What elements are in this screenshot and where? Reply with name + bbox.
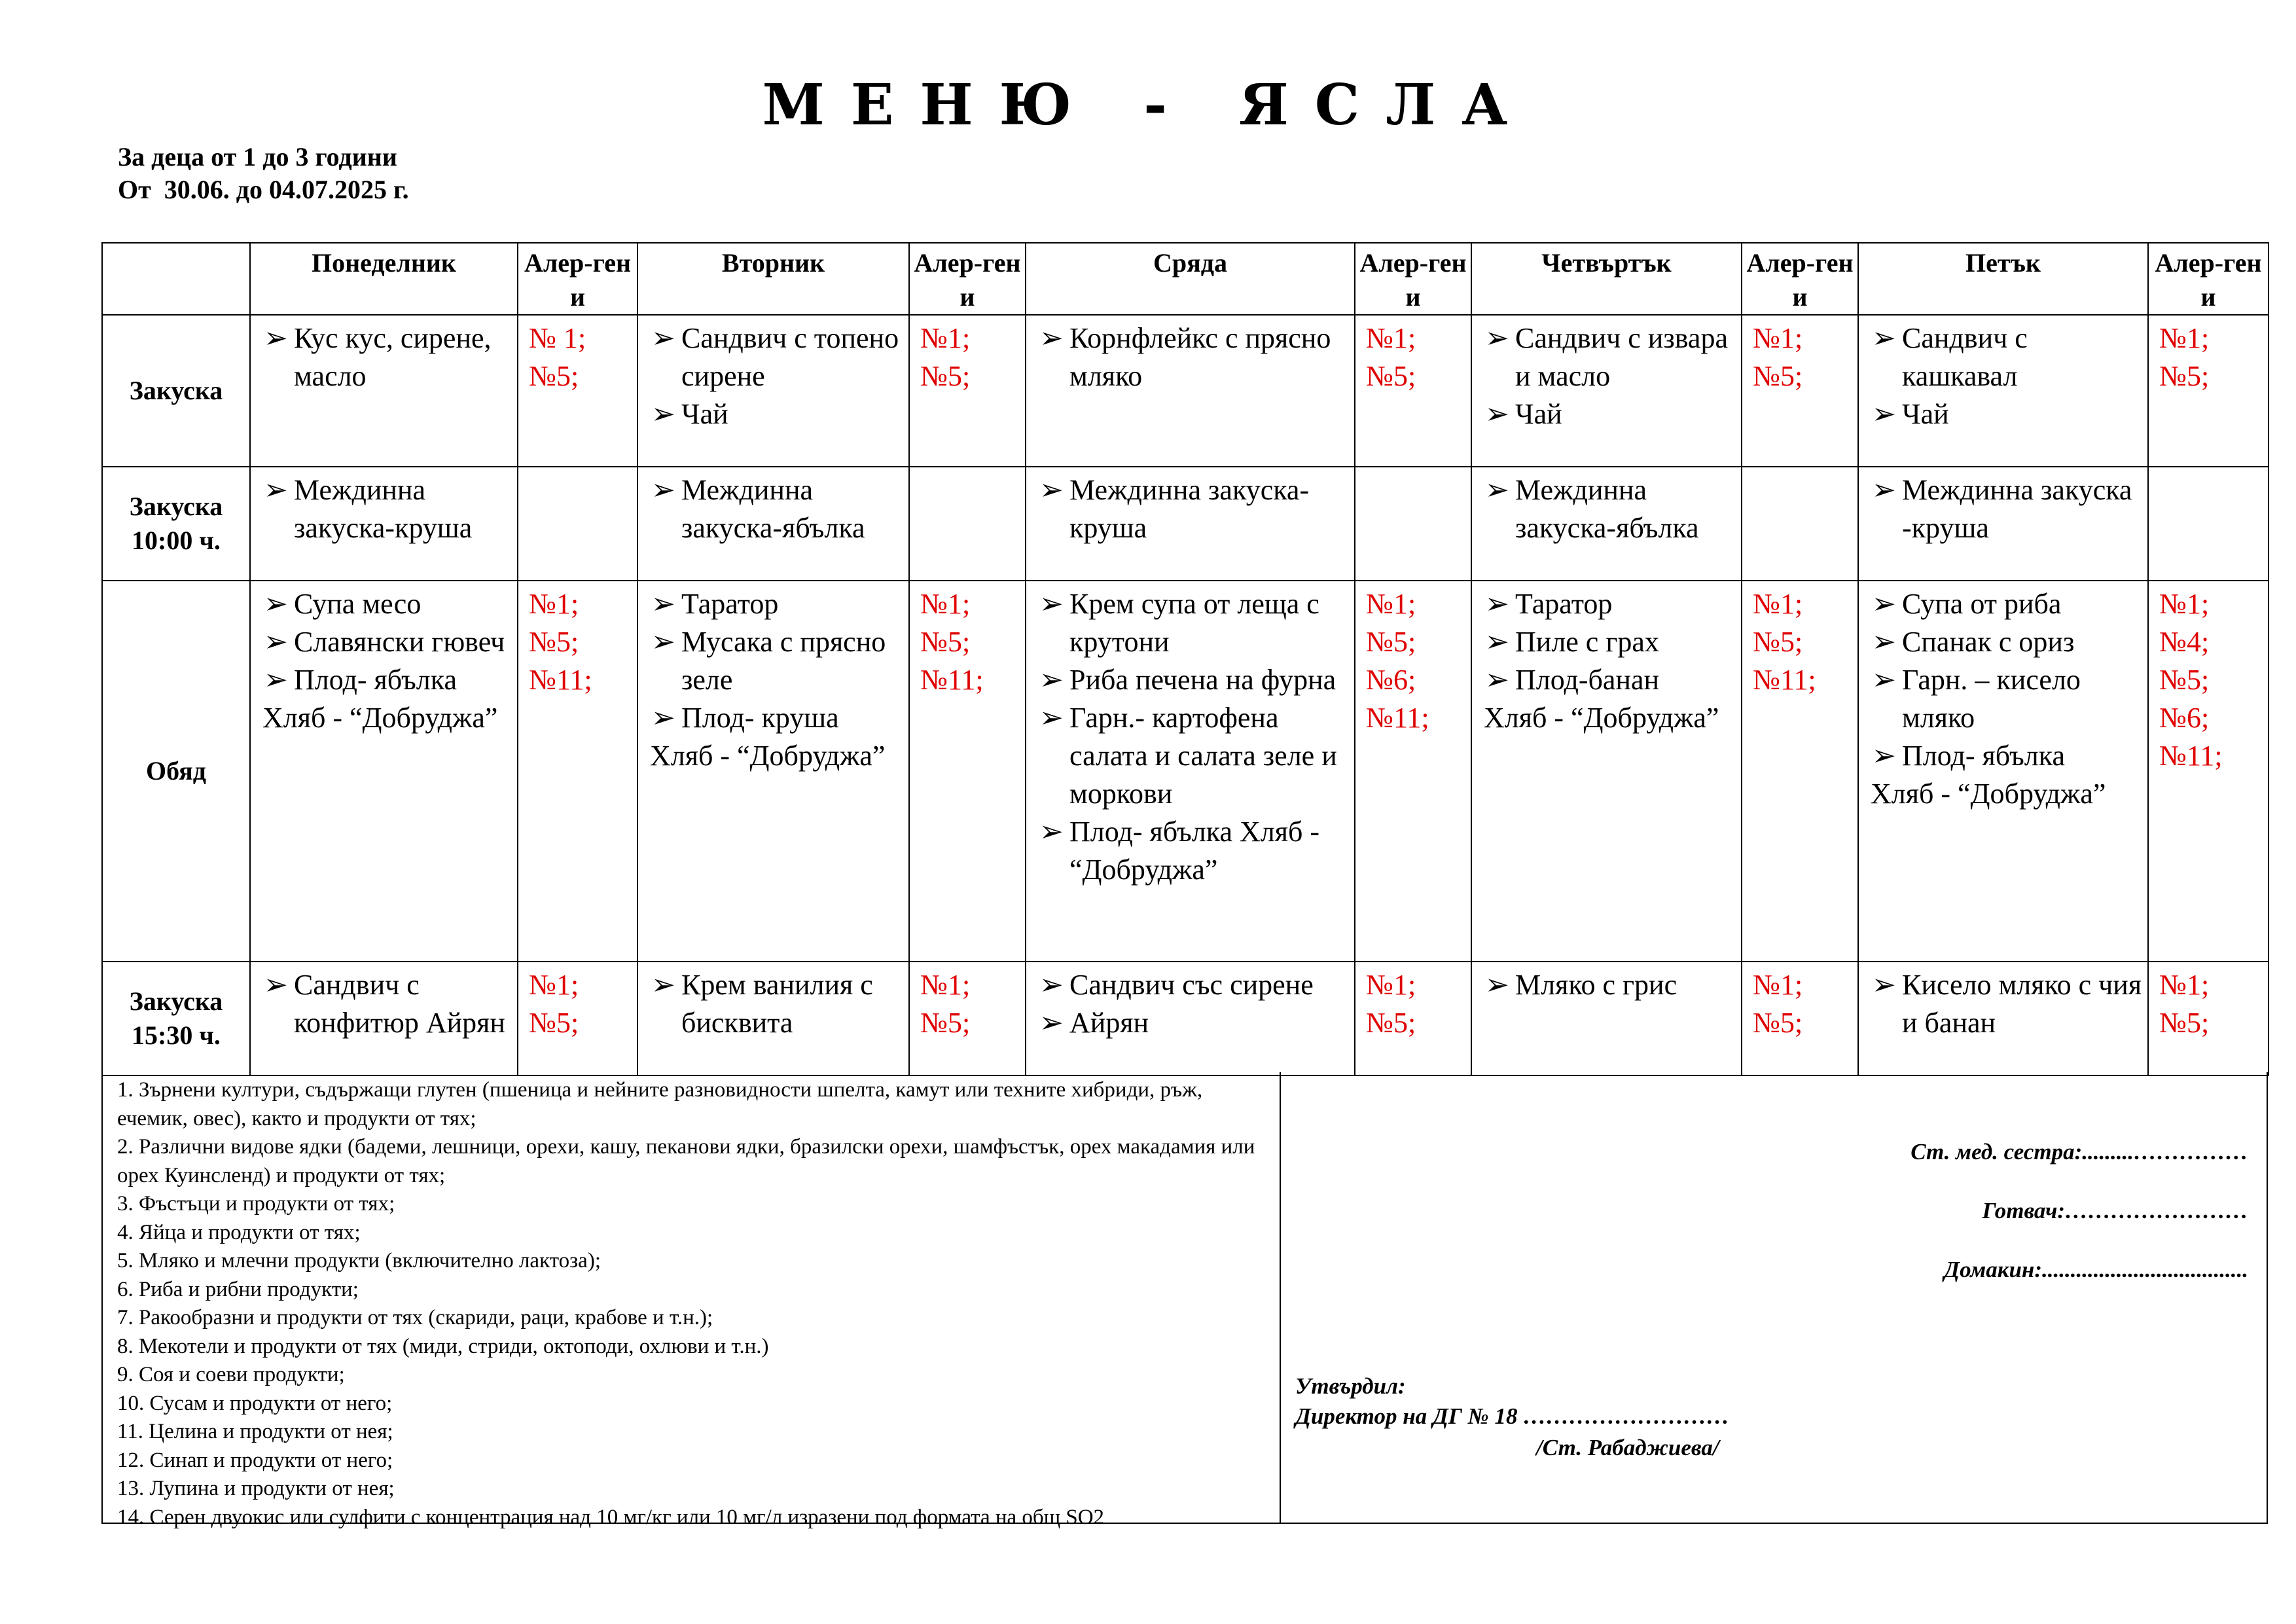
- approved-label: Утвърдил:: [1295, 1373, 1406, 1399]
- legend-item: 5. Мляко и млечни продукти (включително лактоза);: [117, 1249, 601, 1272]
- legend-item: 3. Фъстъци и продукти от тях;: [117, 1192, 395, 1216]
- allergen-code: №1;: [529, 588, 579, 620]
- allergen-code: №5;: [2159, 360, 2210, 392]
- arrow-bullet-icon: ➢: [1485, 398, 1509, 430]
- allergen-code: №1;: [920, 588, 971, 620]
- allergen-code: №1;: [1366, 322, 1416, 354]
- arrow-bullet-icon: ➢: [264, 474, 288, 506]
- allergen-code: №5;: [2159, 1007, 2210, 1039]
- legend-item: 2. Различни видове ядки (бадеми, лешници, орехи, кашу, пеканови ядки, бразилски орехи, шамфъстък, орех макадамия или орех Куинсленд) и продукти от тях;: [117, 1135, 1255, 1187]
- arrow-bullet-icon: ➢: [651, 969, 675, 1001]
- dish-cell: [250, 962, 518, 1075]
- dish-text: Крем ванилия с бисквита: [681, 969, 873, 1039]
- dish-item: [1871, 395, 2142, 433]
- dish-item: [262, 471, 512, 547]
- dish-text: Мусака с прясно зеле: [681, 626, 886, 696]
- dish-cell: [637, 467, 909, 581]
- dish-cell: [1858, 315, 2148, 467]
- dish-text: Междинна закуска -круша: [1902, 474, 2132, 544]
- allergen-code: №11;: [529, 664, 592, 696]
- dish-text: Сандвич с конфитюр Айрян: [294, 969, 505, 1039]
- legend-item: 1. Зърнени култури, съдържащи глутен (пшеница и нейните разновидности шпелта, камут или техните хибриди, ръж, ечемик, овес), както и продукти от тях;: [117, 1078, 1203, 1130]
- allergen-code: №1;: [2159, 322, 2210, 354]
- allergen-code: №11;: [2159, 740, 2223, 772]
- allergen-cell: [518, 467, 637, 581]
- dish-text: Междинна закуска-круша: [1069, 474, 1310, 544]
- arrow-bullet-icon: ➢: [1039, 474, 1064, 506]
- dish-text: Сандвич със сирене: [1069, 969, 1314, 1001]
- dish-text: Сандвич с кашкавал: [1902, 322, 2028, 392]
- dish-text: Гарн. – кисело мляко: [1902, 664, 2081, 734]
- dish-text: Спанак с ориз: [1902, 626, 2075, 658]
- dish-cell: [1471, 315, 1742, 467]
- meal-label: Закуска: [102, 315, 250, 467]
- allergen-code: №1;: [920, 969, 971, 1001]
- allergen-code: №5;: [2159, 664, 2210, 696]
- day-header: Понеделник: [250, 243, 518, 315]
- dish-cell: [1858, 962, 2148, 1075]
- dish-cell: [637, 962, 909, 1075]
- dish-cell: [1858, 467, 2148, 581]
- arrow-bullet-icon: ➢: [1485, 664, 1509, 696]
- allergen-code: №5;: [1753, 1007, 1803, 1039]
- arrow-bullet-icon: ➢: [651, 398, 675, 430]
- dish-item: [650, 623, 903, 699]
- allergen-code: №5;: [1753, 626, 1803, 658]
- allergen-code: №6;: [1366, 664, 1416, 696]
- dish-item: [1038, 966, 1349, 1004]
- allergen-code: №1;: [1753, 588, 1803, 620]
- arrow-bullet-icon: ➢: [651, 322, 675, 354]
- allergen-header: Алер-гени: [518, 243, 637, 315]
- dish-text: Гарн.- картофена салата и салата зеле и моркови: [1069, 702, 1337, 810]
- dish-item: [650, 395, 903, 433]
- allergen-code: №4;: [2159, 626, 2210, 658]
- allergen-header: Алер-гени: [1742, 243, 1858, 315]
- allergen-cell: [1742, 581, 1858, 962]
- meal-label: Закуска 15:30 ч.: [102, 962, 250, 1075]
- allergen-code: №1;: [1366, 969, 1416, 1001]
- allergen-code: №5;: [1366, 1007, 1416, 1039]
- arrow-bullet-icon: ➢: [1872, 740, 1896, 772]
- dish-item: [650, 471, 903, 547]
- director-name: /Ст. Рабаджиева/: [1536, 1435, 1719, 1460]
- dish-text: Сандвич с извара и масло: [1515, 322, 1728, 392]
- allergen-cell: [1742, 467, 1858, 581]
- day-header: Вторник: [637, 243, 909, 315]
- dish-text: Междинна закуска-ябълка: [1515, 474, 1699, 544]
- page-title: МЕНЮ - ЯСЛА: [762, 72, 1534, 138]
- bread-item: Хляб - “Добруджа”: [650, 740, 886, 772]
- dish-item: [262, 661, 512, 699]
- dish-item: [650, 585, 903, 623]
- nurse-signature: Ст. мед. сестра:.........……………: [1910, 1139, 2248, 1164]
- allergen-code: № 1;: [529, 322, 586, 354]
- meal-row: [102, 962, 2269, 1075]
- dish-item: [262, 623, 512, 661]
- dish-text: Риба печена на фурна: [1069, 664, 1336, 696]
- dish-text: Супа от риба: [1902, 588, 2062, 620]
- allergen-code: №11;: [1753, 664, 1816, 696]
- allergen-code: №1;: [1753, 969, 1803, 1001]
- allergen-code: №1;: [920, 322, 971, 354]
- arrow-bullet-icon: ➢: [1039, 969, 1064, 1001]
- bread-item: Хляб - “Добруджа”: [1871, 778, 2106, 810]
- legend-item: 8. Мекотели и продукти от тях (миди, стриди, октоподи, охлюви и т.н.): [117, 1334, 769, 1358]
- menu-body: [102, 315, 2269, 1075]
- meal-row: [102, 315, 2269, 467]
- arrow-bullet-icon: ➢: [1039, 1007, 1064, 1039]
- legend-item: 4. Яйца и продукти от тях;: [117, 1220, 361, 1244]
- dish-item: [1484, 319, 1736, 395]
- allergen-code: №5;: [920, 1007, 971, 1039]
- allergen-code: №1;: [1366, 588, 1416, 620]
- legend-item: 14. Серен двуокис или сулфити с концентрация над 10 мг/кг или 10 мг/л изразени под формата на общ SO2: [117, 1505, 1105, 1529]
- allergen-code: №5;: [1753, 360, 1803, 392]
- allergen-cell: [909, 467, 1026, 581]
- dish-text: Кисело мляко с чия и банан: [1902, 969, 2142, 1039]
- arrow-bullet-icon: ➢: [1485, 626, 1509, 658]
- arrow-bullet-icon: ➢: [1872, 588, 1896, 620]
- dish-item: [1484, 395, 1736, 433]
- dish-text: Плод- ябълка: [294, 664, 457, 696]
- dish-item: [1038, 813, 1349, 889]
- dish-cell: [250, 467, 518, 581]
- arrow-bullet-icon: ➢: [1039, 664, 1064, 696]
- allergen-cell: [2148, 467, 2269, 581]
- dish-item: [262, 319, 512, 395]
- dish-item: [1038, 319, 1349, 395]
- arrow-bullet-icon: ➢: [1485, 969, 1509, 1001]
- day-header: Петък: [1858, 243, 2148, 315]
- allergen-cell: [518, 315, 637, 467]
- arrow-bullet-icon: ➢: [1039, 702, 1064, 734]
- dish-item: [1038, 585, 1349, 661]
- dish-text: Чай: [681, 398, 728, 430]
- dish-cell: [637, 581, 909, 962]
- dish-item: [650, 699, 903, 737]
- day-header: Четвъртък: [1471, 243, 1742, 315]
- allergen-code: №1;: [2159, 969, 2210, 1001]
- dish-cell: [1026, 962, 1355, 1075]
- allergen-cell: [1355, 962, 1471, 1075]
- dish-item: [1038, 1004, 1349, 1042]
- dish-item: [1871, 737, 2142, 775]
- dish-item: [1871, 319, 2142, 395]
- dish-item: [1484, 623, 1736, 661]
- legend-item: 10. Сусам и продукти от него;: [117, 1391, 393, 1415]
- allergen-code: №5;: [920, 360, 971, 392]
- dish-text: Междинна закуска-круша: [294, 474, 473, 544]
- dish-cell: [1471, 467, 1742, 581]
- dish-text: Корнфлейкс с прясно мляко: [1069, 322, 1331, 392]
- dish-cell: [1026, 581, 1355, 962]
- dish-item: [1871, 966, 2142, 1042]
- allergen-code: №5;: [529, 360, 579, 392]
- allergen-code: №11;: [1366, 702, 1429, 734]
- arrow-bullet-icon: ➢: [1039, 588, 1064, 620]
- dish-cell: [1471, 581, 1742, 962]
- dish-text: Плод- ябълка Хляб - “Добруджа”: [1069, 816, 1319, 886]
- allergen-cell: [1742, 962, 1858, 1075]
- dish-cell: [1026, 315, 1355, 467]
- allergen-code: №5;: [1366, 360, 1416, 392]
- dish-item: [1484, 585, 1736, 623]
- dish-item: [1038, 699, 1349, 813]
- arrow-bullet-icon: ➢: [1872, 969, 1896, 1001]
- dish-text: Мляко с грис: [1515, 969, 1677, 1001]
- dish-text: Чай: [1515, 398, 1562, 430]
- allergen-cell: [909, 581, 1026, 962]
- allergen-cell: [909, 315, 1026, 467]
- meal-label: Закуска 10:00 ч.: [102, 467, 250, 581]
- arrow-bullet-icon: ➢: [264, 322, 288, 354]
- allergen-code: №1;: [1753, 322, 1803, 354]
- legend-item: 9. Соя и соеви продукти;: [117, 1363, 345, 1386]
- dish-item: [1871, 623, 2142, 661]
- meal-row: [102, 581, 2269, 962]
- dish-item: [1871, 471, 2142, 547]
- allergen-cell: [518, 581, 637, 962]
- header-row: [102, 243, 2269, 315]
- corner-cell: [102, 243, 250, 315]
- dish-cell: [250, 581, 518, 962]
- arrow-bullet-icon: ➢: [1872, 474, 1896, 506]
- arrow-bullet-icon: ➢: [1485, 474, 1509, 506]
- arrow-bullet-icon: ➢: [1485, 588, 1509, 620]
- dish-text: Сандвич с топено сирене: [681, 322, 899, 392]
- arrow-bullet-icon: ➢: [1039, 816, 1064, 848]
- allergen-cell: [1355, 467, 1471, 581]
- arrow-bullet-icon: ➢: [651, 626, 675, 658]
- arrow-bullet-icon: ➢: [1872, 398, 1896, 430]
- arrow-bullet-icon: ➢: [1872, 664, 1896, 696]
- dish-item: [1871, 661, 2142, 737]
- allergen-cell: [2148, 581, 2269, 962]
- dish-text: Супа месо: [294, 588, 422, 620]
- allergen-header: Алер-гени: [909, 243, 1026, 315]
- dish-text: Таратор: [681, 588, 779, 620]
- legend-item: 12. Синап и продукти от него;: [117, 1448, 393, 1472]
- dish-item: [1038, 471, 1349, 547]
- housekeeper-signature: Домакин:....................................: [1944, 1257, 2248, 1282]
- meal-row: [102, 467, 2269, 581]
- dish-cell: [1026, 467, 1355, 581]
- allergen-code: №5;: [529, 626, 579, 658]
- allergen-cell: [1742, 315, 1858, 467]
- arrow-bullet-icon: ➢: [264, 969, 288, 1001]
- dish-text: Плод-банан: [1515, 664, 1660, 696]
- arrow-bullet-icon: ➢: [1872, 322, 1896, 354]
- dish-text: Междинна закуска-ябълка: [681, 474, 865, 544]
- allergen-code: №6;: [2159, 702, 2210, 734]
- dish-text: Таратор: [1515, 588, 1613, 620]
- legend-item: 6. Риба и рибни продукти;: [117, 1277, 359, 1301]
- menu-table: [101, 242, 2269, 1076]
- dish-item: [262, 966, 512, 1042]
- date-range-subtitle: От 30.06. до 04.07.2025 г.: [118, 175, 409, 204]
- dish-item: [1484, 471, 1736, 547]
- arrow-bullet-icon: ➢: [651, 588, 675, 620]
- dish-cell: [1858, 581, 2148, 962]
- dish-item: [262, 585, 512, 623]
- allergen-cell: [2148, 962, 2269, 1075]
- dish-text: Пиле с грах: [1515, 626, 1659, 658]
- dish-cell: [250, 315, 518, 467]
- allergen-code: №11;: [920, 664, 984, 696]
- allergen-legend: [103, 1072, 1281, 1529]
- bread-item: Хляб - “Добруджа”: [1484, 702, 1719, 734]
- arrow-bullet-icon: ➢: [264, 626, 288, 658]
- dish-item: [1484, 966, 1736, 1004]
- meal-label: Обяд: [102, 581, 250, 962]
- dish-text: Плод- ябълка: [1902, 740, 2065, 772]
- dish-cell: [637, 315, 909, 467]
- allergen-cell: [2148, 315, 2269, 467]
- allergen-cell: [518, 962, 637, 1075]
- arrow-bullet-icon: ➢: [264, 588, 288, 620]
- dish-text: Крем супа от леща с крутони: [1069, 588, 1319, 658]
- bread-item: Хляб - “Добруджа”: [262, 702, 498, 734]
- arrow-bullet-icon: ➢: [1039, 322, 1064, 354]
- arrow-bullet-icon: ➢: [1485, 322, 1509, 354]
- dish-item: [1484, 661, 1736, 699]
- dish-text: Славянски гювеч: [294, 626, 505, 658]
- dish-text: Кус кус, сирене, масло: [294, 322, 492, 392]
- dish-cell: [1471, 962, 1742, 1075]
- allergen-code: №1;: [529, 969, 579, 1001]
- dish-item: [1038, 661, 1349, 699]
- dish-text: Плод- круша: [681, 702, 839, 734]
- director-signature: Директор на ДГ № 18 ………………………: [1295, 1403, 1730, 1429]
- allergen-code: №5;: [1366, 626, 1416, 658]
- allergen-header: Алер-гени: [2148, 243, 2269, 315]
- allergen-cell: [1355, 315, 1471, 467]
- arrow-bullet-icon: ➢: [1872, 626, 1896, 658]
- dish-text: Айрян: [1069, 1007, 1149, 1039]
- day-header: Сряда: [1026, 243, 1355, 315]
- allergen-header: Алер-гени: [1355, 243, 1471, 315]
- dish-text: Чай: [1902, 398, 1949, 430]
- dish-item: [650, 966, 903, 1042]
- dish-item: [650, 319, 903, 395]
- legend-item: 11. Целина и продукти от нея;: [117, 1420, 393, 1443]
- arrow-bullet-icon: ➢: [651, 702, 675, 734]
- cook-signature: Готвач:……………………: [1982, 1198, 2248, 1223]
- allergen-cell: [1355, 581, 1471, 962]
- footer: [101, 1072, 2268, 1529]
- allergen-cell: [909, 962, 1026, 1075]
- age-subtitle: За деца от 1 до 3 години: [118, 142, 397, 171]
- arrow-bullet-icon: ➢: [651, 474, 675, 506]
- arrow-bullet-icon: ➢: [264, 664, 288, 696]
- legend-item: 13. Лупина и продукти от нея;: [117, 1477, 395, 1500]
- allergen-code: №1;: [2159, 588, 2210, 620]
- dish-item: [1871, 585, 2142, 623]
- allergen-code: №5;: [529, 1007, 579, 1039]
- allergen-code: №5;: [920, 626, 971, 658]
- legend-item: 7. Ракообразни и продукти от тях (скариди, раци, крабове и т.н.);: [117, 1306, 713, 1329]
